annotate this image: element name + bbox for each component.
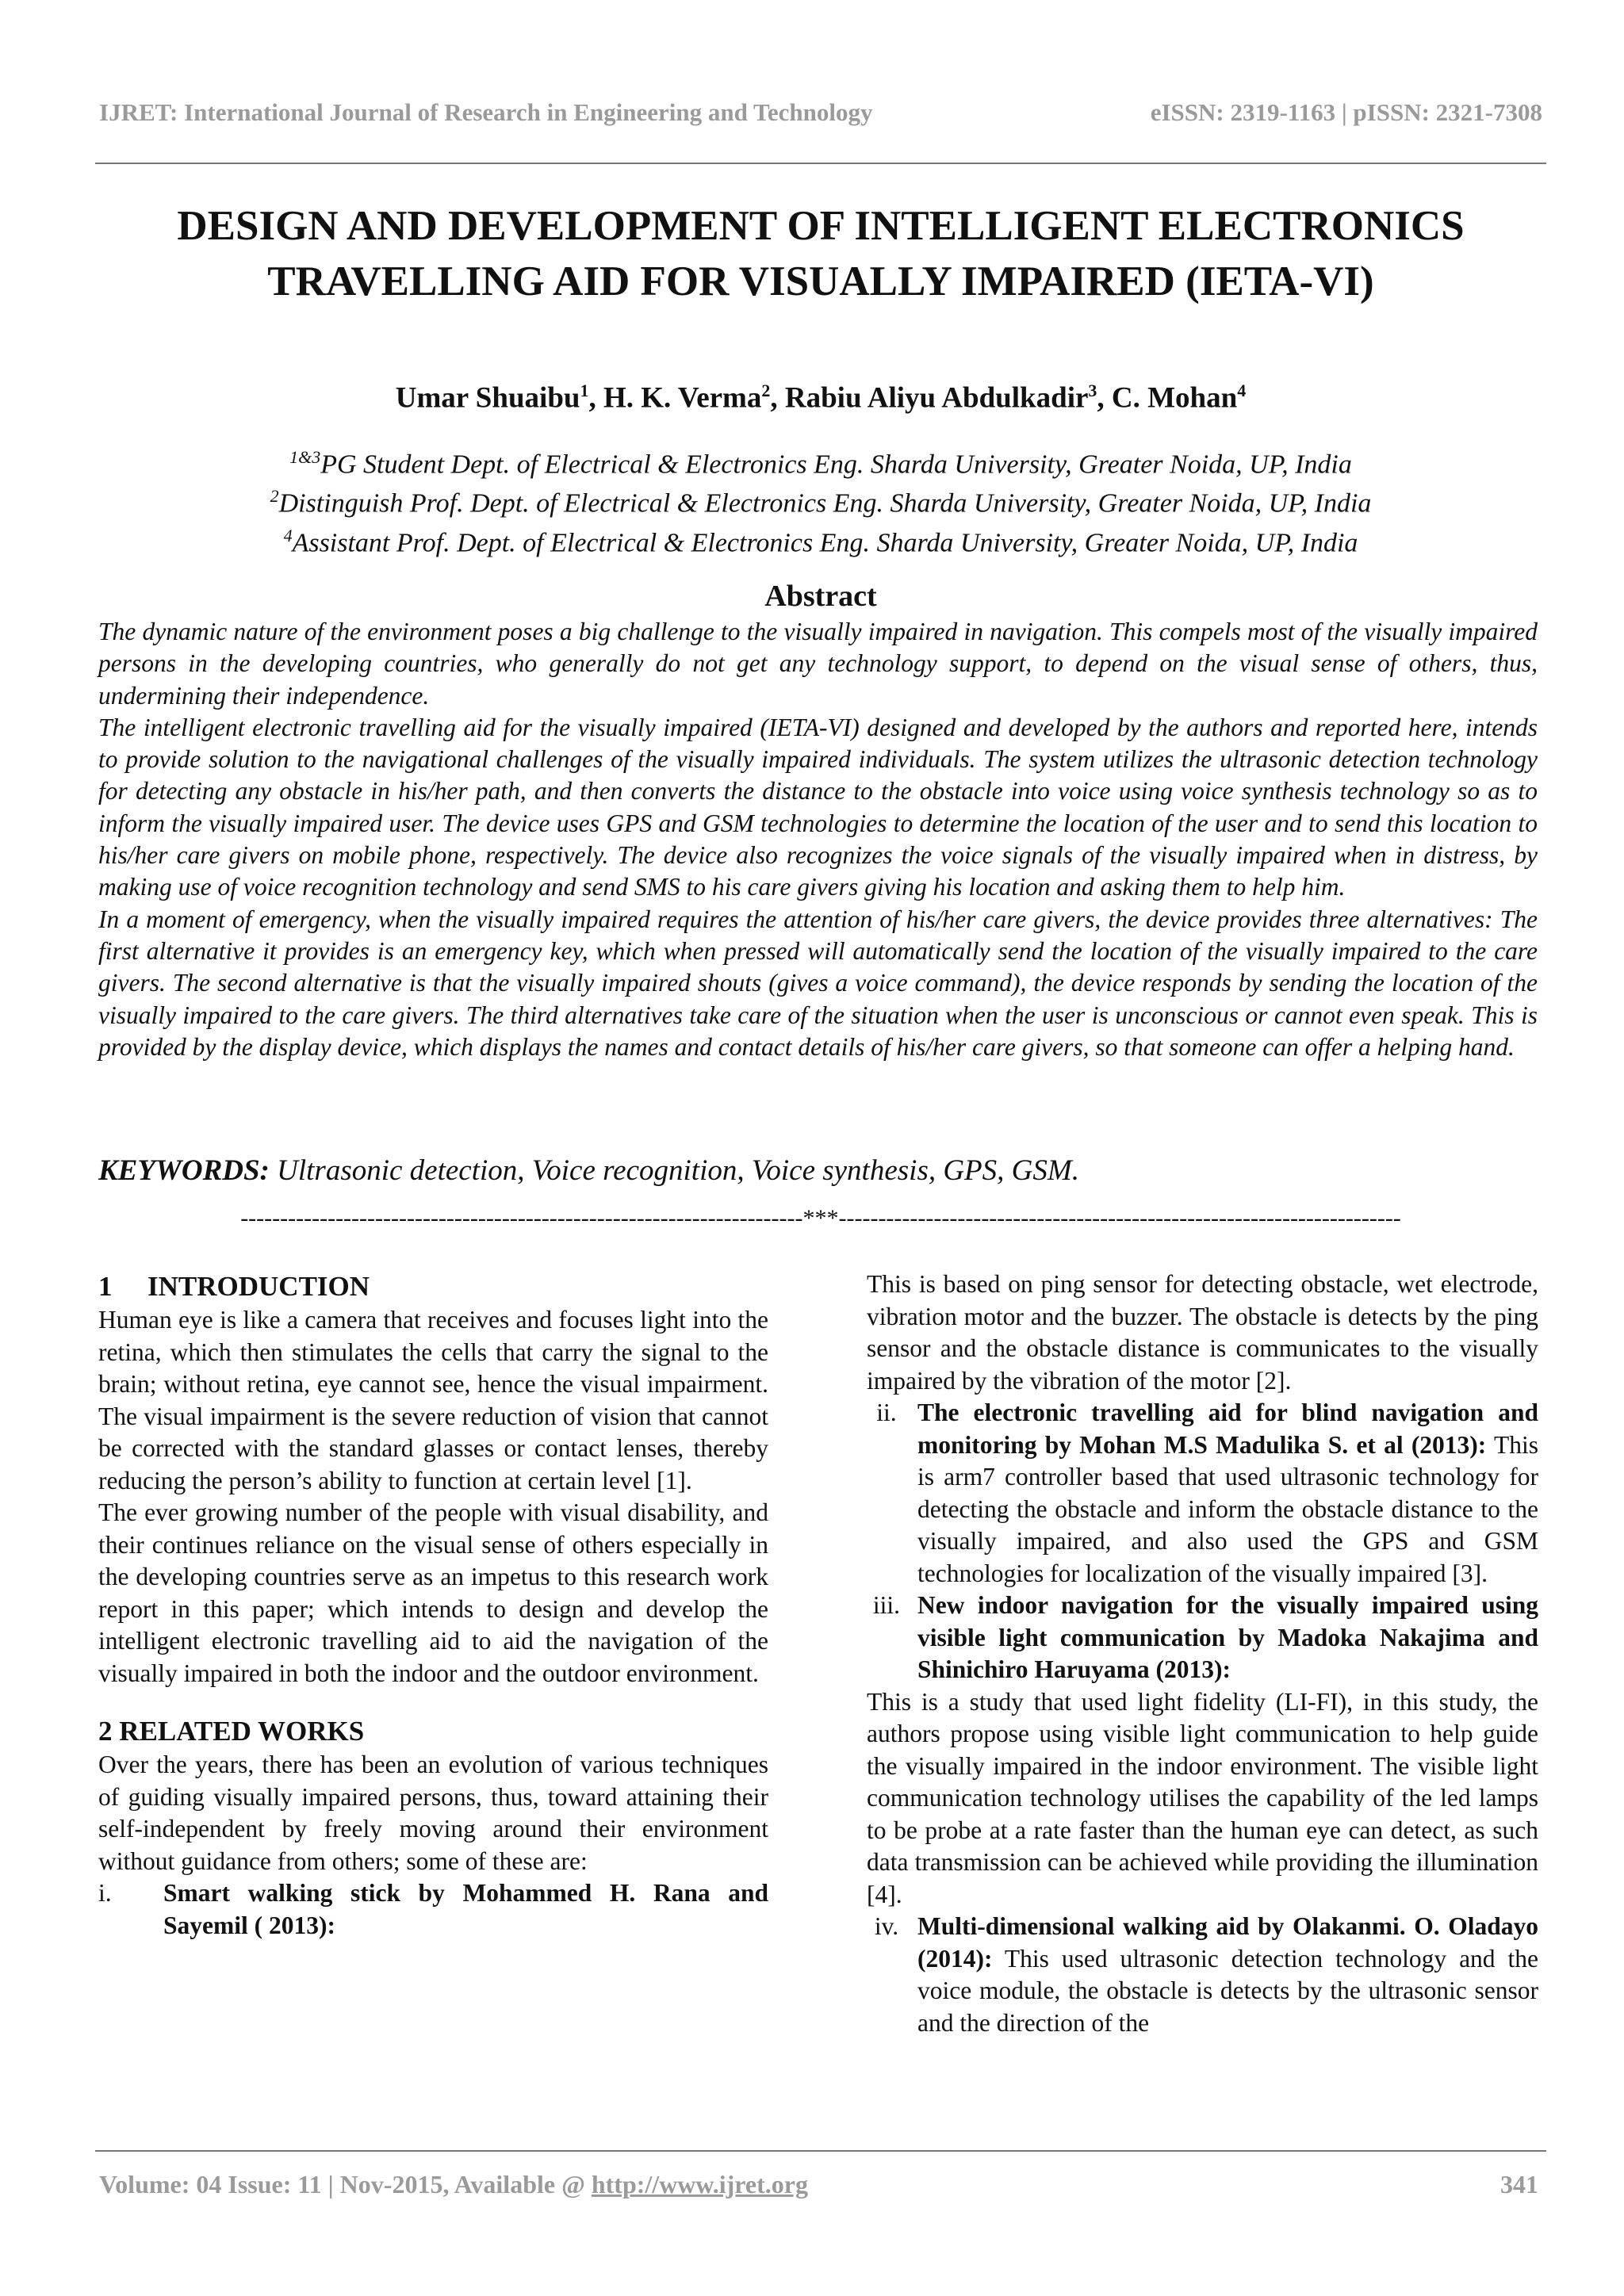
paper-title [95,198,1546,309]
abstract-paragraph: The intelligent electronic travelling aid for the visually impaired (IETA-VI) designed and developed by the authors and reported here, intends to provide solution to the navigational challenges of the visually impaired individuals. The system utilizes the ultrasonic detection technology for detecting any obstacle in his/her path, and then converts the distance to the obstacle into voice using voice synthesis technology so as to inform the visually impaired user. The device uses GPS and GSM technologies to determine the location of the user and to send this location to his/her care givers on mobile phone, respectively. The device also recognizes the voice signals of the visually impaired when in distress, by making use of voice recognition technology and send SMS to his care givers giving his location and asking them to help him. [98,713,1538,901]
affiliation [95,520,1546,559]
author-list: Umar Shuaibu$^1$, H. K. Verma$^2$, Rabiu Aliyu Abdulkadir$^3$, C. Mohan$^4$ [395,381,1247,415]
issn: eISSN: 2319-1163 | pISSN: 2321-7308 [1150,98,1542,126]
affiliation-text: PG Student Dept. of Electrical & Electronics Eng. Sharda University, Greater Noida, UP, India [320,450,1352,480]
right-column [867,1269,1538,2039]
keywords [98,1154,1538,1188]
affiliation-text: Assistant Prof. Dept. of Electrical & Electronics Eng. Sharda University, Greater Noida, UP, India [292,527,1358,557]
keywords-label: KEYWORDS: [98,1154,270,1187]
affiliation [95,442,1546,480]
abstract-body [98,616,1538,1063]
author-name: Rabiu Aliyu Abdulkadir [784,381,1089,415]
footer-rule [95,2150,1546,2152]
list-item-title: New indoor navigation for the visually impaired using visible light communication by Madoka Nakajima and Shinichiro Haruyama (2013): [917,1591,1538,1683]
author-sup: 4 [1237,381,1247,400]
section-heading-introduction [98,1269,768,1304]
list-item-title: Smart walking stick by Mohammed H. Rana and Sayemil ( 2013): [163,1879,768,1939]
left-column [98,1269,768,1942]
abstract-heading: Abstract [764,580,877,613]
journal-name: IJRET: International Journal of Research in Engineering and Technology [99,98,873,126]
affiliation-text: Distinguish Prof. Dept. of Electrical & Electronics Eng. Sharda University, Greater Noida, UP, India [278,488,1372,519]
list-number: iii. [872,1591,901,1619]
footer-volume: Volume: 04 Issue: 11 | Nov-2015, Available @ [99,2170,592,2198]
affiliations [95,442,1546,559]
page-number: 341 [1500,2170,1538,2198]
list-item-body: This used ultrasonic detection technology and the voice module, the obstacle is detects by the ultrasonic sensor and the direction of the [917,1944,1538,2037]
list-number: i. [98,1879,112,1907]
author-sup: 3 [1088,381,1097,400]
affiliation-sup: 4 [283,525,293,545]
section-title: INTRODUCTION [147,1271,370,1302]
section-separator: -----------------------------------------------------------------------***----------------------------------------------------------------------- [240,1205,1401,1231]
list-item-body: This is arm7 controller based that used ultrasonic technology for detecting the obstacle and inform the obstacle distance to the visually impaired, and also used the GPS and GSM technologies for localization of the visually impaired [3]. [917,1430,1538,1587]
running-footer [99,2170,1538,2199]
affiliation-sup: 2 [270,486,279,507]
affiliation [95,480,1546,519]
abstract-paragraph: The dynamic nature of the environment poses a big challenge to the visually impaired in navigation. This compels most of the visually impaired persons in the developing countries, who generally do not get any technology support, to depend on the visual sense of others, thus, undermining their independence. [98,618,1538,710]
title-line-1: DESIGN AND DEVELOPMENT OF INTELLIGENT ELECTRONICS [177,203,1465,249]
title-line-2: TRAVELLING AID FOR VISUALLY IMPAIRED (IETA-VI) [267,258,1374,304]
author-sup: 2 [761,381,771,400]
list-item [867,1911,1538,2039]
list-item-title: Multi-dimensional walking aid by Olakanmi. O. Oladayo (2014): [917,1912,1538,1973]
keywords-text: Ultrasonic detection, Voice recognition, Voice synthesis, GPS, GSM. [277,1154,1079,1187]
section-number: 1 [98,1271,113,1302]
author-name: C. Mohan [1111,381,1238,415]
abstract-paragraph: In a moment of emergency, when the visually impaired requires the attention of his/her care givers, the device provides three alternatives: The first alternative it provides is an emergency key, which when pressed will automatically send the location of the visually impaired to the care givers. The second alternative is that the visually impaired shouts (gives a voice command), the device responds by sending the location of the visually impaired to the care givers. The third alternatives take care of the situation when the user is unconscious or cannot even speak. This is provided by the display device, which displays the names and contact details of his/her care givers, so that someone can offer a helping hand. [98,905,1538,1061]
intro-paragraph: Human eye is like a camera that receives and focuses light into the retina, which then stimulates the cells that carry the signal to the brain; without retina, eye cannot see, hence the visual impairment. The visual impairment is the severe reduction of vision that cannot be corrected with the standard glasses or contact lenses, thereby reducing the person’s ability to function at certain level [1]. [98,1306,768,1494]
intro-paragraph: The ever growing number of the people with visual disability, and their continues reliance on the visual sense of others especially in the developing countries serve as an impetus to this research work report in this paper; which intends to design and develop the intelligent electronic travelling aid to aid the navigation of the visually impaired in both the indoor and the outdoor environment. [98,1498,768,1687]
list-item [867,1397,1538,1590]
header-rule [95,163,1546,164]
item-iii-body: This is a study that used light fidelity (LI-FI), in this study, the authors propose using visible light communication to help guide the visually impaired in the indoor environment. The visible light communication technology utilises the capability of the led lamps to be probe at a rate faster than the human eye can detect, as such data transmission can be achieved while providing the illumination [4]. [867,1687,1538,1908]
list-number: iv. [874,1912,899,1940]
affiliation-sup: 1&3 [289,447,321,467]
list-item [867,1590,1538,1686]
journal-link[interactable]: http://www.ijret.org [591,2170,808,2198]
running-header [99,98,1542,127]
list-item-text [917,1911,1538,2039]
list-item-title: The electronic travelling aid for blind navigation and monitoring by Mohan M.S Madulika S. et al (2013): [917,1399,1538,1459]
author-name: Umar Shuaibu [395,381,580,415]
item-i-body: This is based on ping sensor for detecting obstacle, wet electrode, vibration motor and the buzzer. The obstacle is detects by the ping sensor and the obstacle distance is communicates to the visually impaired by the vibration of the motor [2]. [867,1270,1538,1395]
author-name: H. K. Verma [603,381,762,415]
list-item [98,1877,768,1942]
related-paragraph: Over the years, there has been an evolution of various techniques of guiding visually impaired persons, thus, toward attaining their self-independent by freely moving around their environment without guidance from others; some of these are: [98,1751,768,1875]
list-number: ii. [876,1399,897,1426]
section-heading-related-works: 2 RELATED WORKS [98,1716,365,1747]
author-sup: 1 [580,381,589,400]
list-item-text [917,1397,1538,1590]
